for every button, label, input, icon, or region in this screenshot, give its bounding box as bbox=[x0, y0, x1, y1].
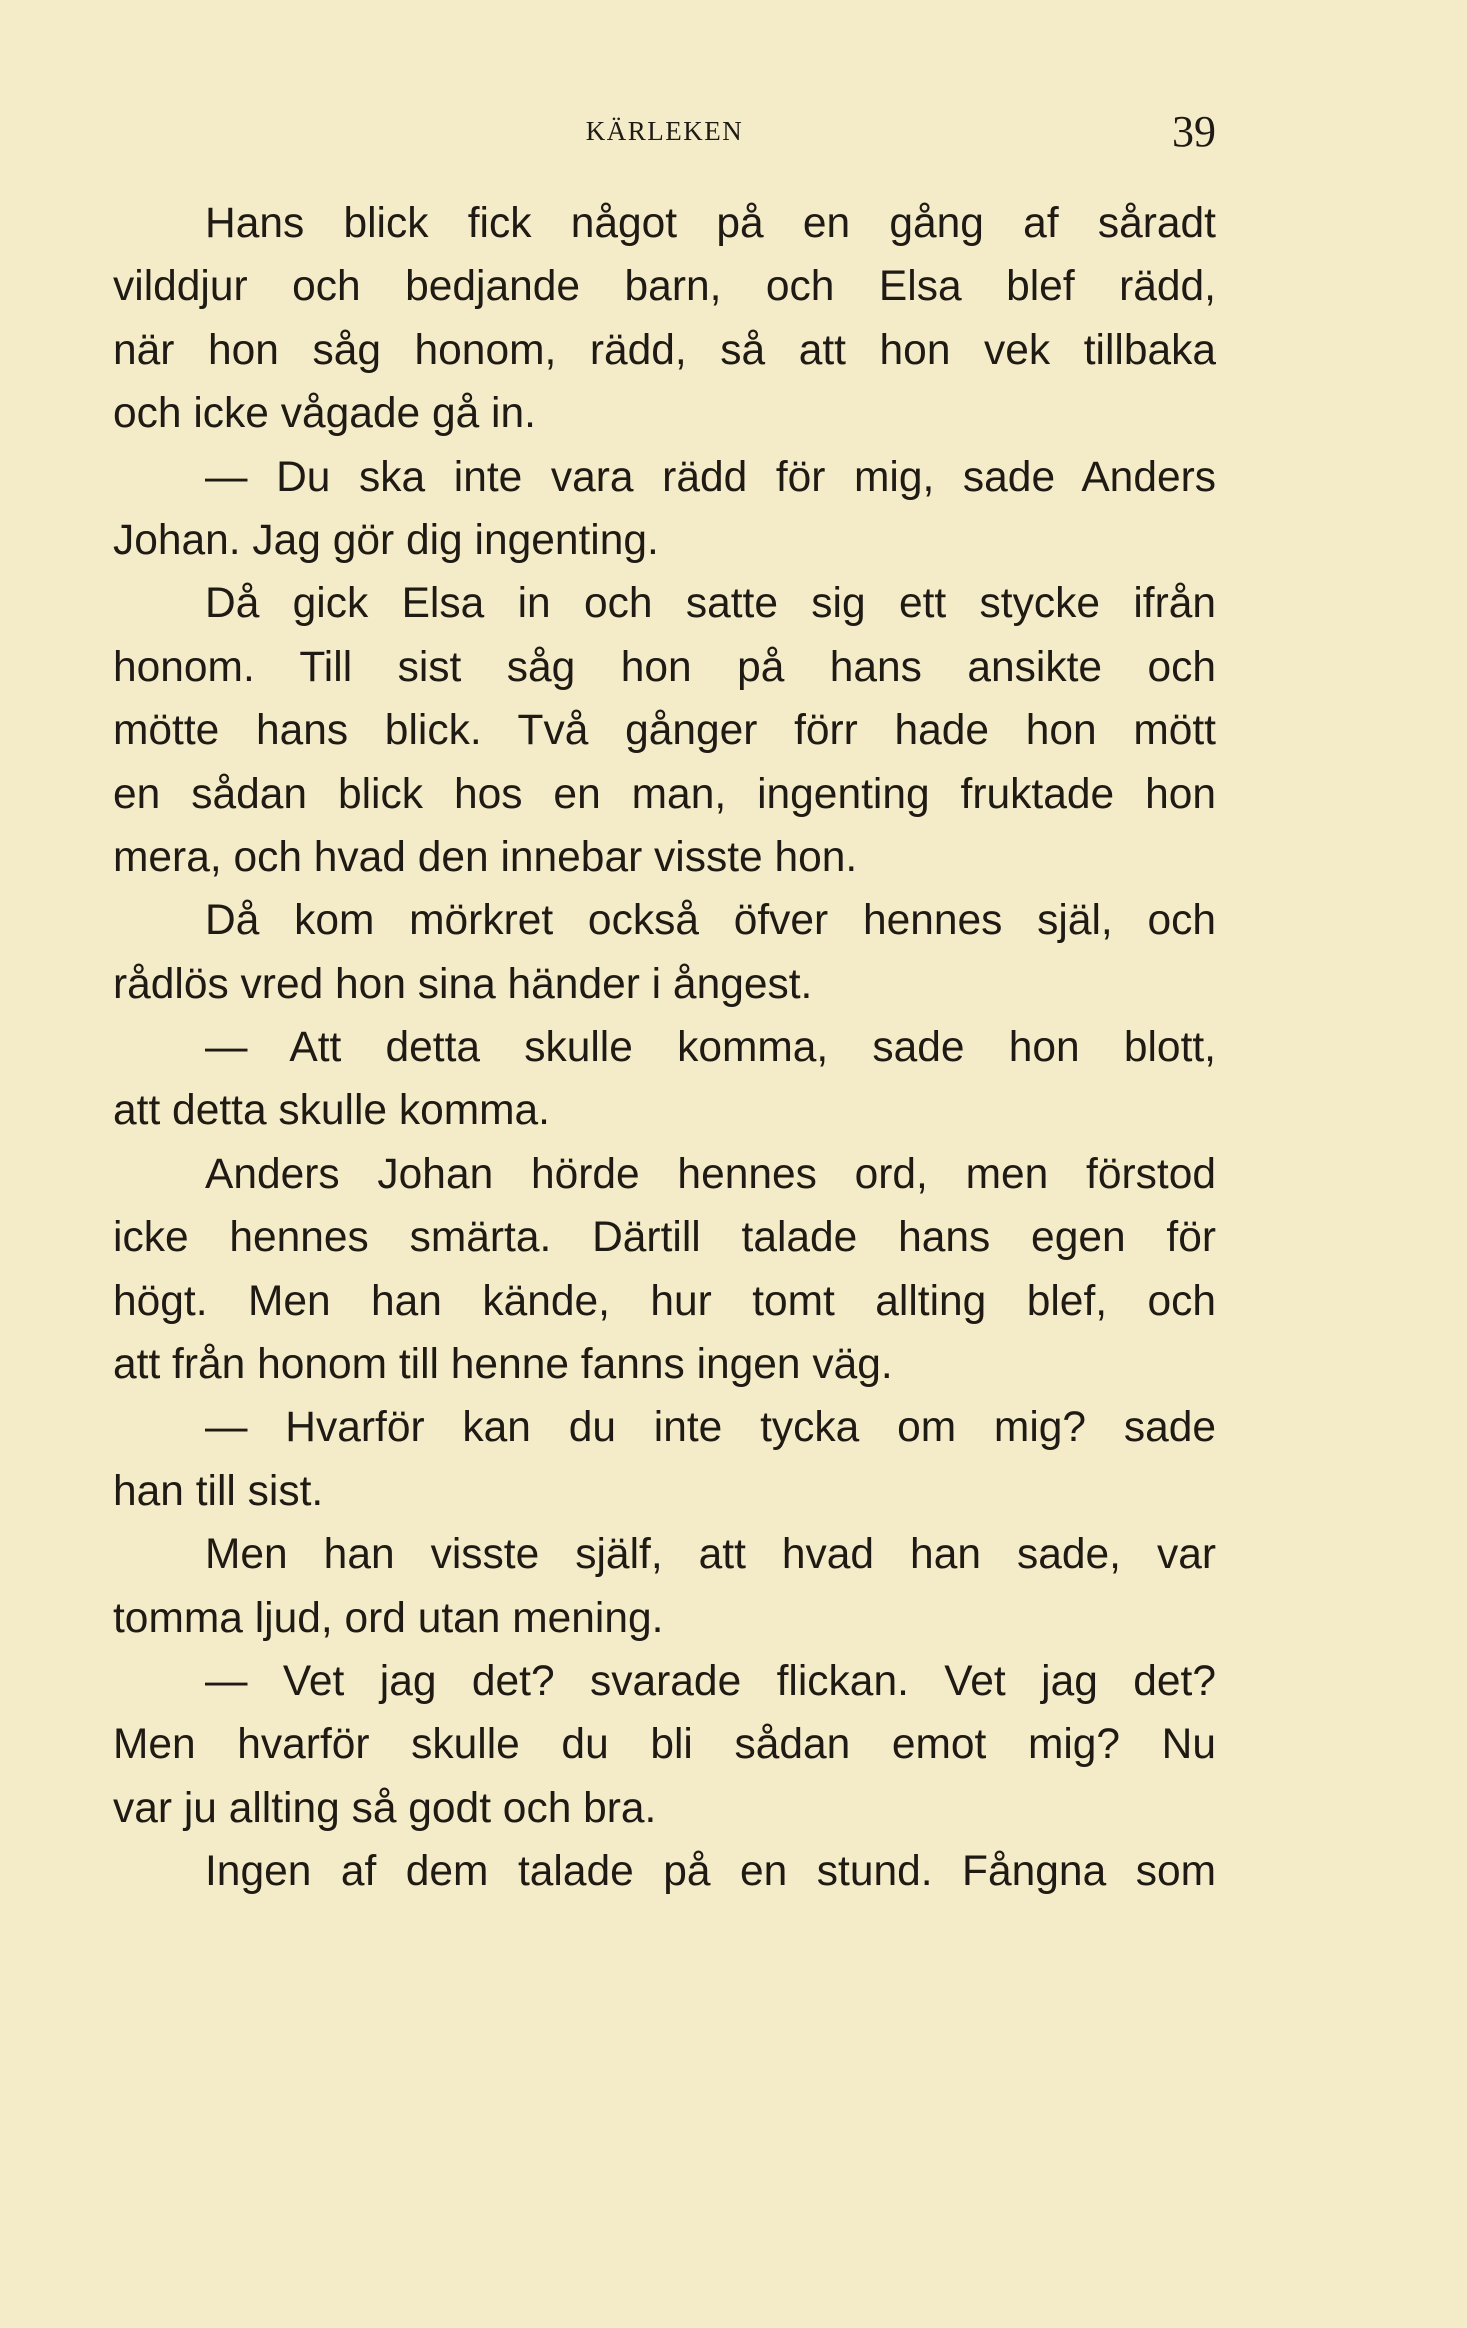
text-line: — Du ska inte vara rädd för mig, sade Anders bbox=[205, 453, 1216, 501]
text-line: högt. Men han kände, hur tomt allting blef, och bbox=[113, 1277, 1216, 1325]
text-line: — Att detta skulle komma, sade hon blott, bbox=[205, 1024, 1216, 1072]
text-line: mötte hans blick. Två gånger förr hade hon mött bbox=[113, 707, 1216, 755]
text-line: Johan. Jag gör dig ingenting. bbox=[113, 516, 659, 564]
text-line: tomma ljud, ord utan mening. bbox=[113, 1594, 664, 1642]
text-line: Då gick Elsa in och satte sig ett stycke ifrån bbox=[205, 580, 1216, 628]
text-line: att från honom till henne fanns ingen väg. bbox=[113, 1341, 893, 1389]
page-number: 39 bbox=[1172, 107, 1216, 156]
text-line: och icke vågade gå in. bbox=[113, 390, 536, 438]
running-title: KÄRLEKEN bbox=[585, 116, 744, 146]
text-line: Hans blick fick något på en gång af såradt bbox=[205, 200, 1216, 247]
text-line: att detta skulle komma. bbox=[113, 1087, 550, 1135]
text-line: honom. Till sist såg hon på hans ansikte och bbox=[113, 643, 1216, 691]
text-line: vilddjur och bedjande barn, och Elsa blef rädd, bbox=[113, 263, 1216, 311]
text-line: mera, och hvad den innebar visste hon. bbox=[113, 833, 858, 881]
text-line: en sådan blick hos en man, ingenting fruktade hon bbox=[113, 770, 1216, 818]
body-text bbox=[113, 192, 1216, 1904]
text-line: var ju allting så godt och bra. bbox=[113, 1784, 657, 1832]
text-line: icke hennes smärta. Därtill talade hans egen för bbox=[113, 1214, 1216, 1262]
text-line: Ingen af dem talade på en stund. Fångna som bbox=[205, 1848, 1216, 1896]
text-line: när hon såg honom, rädd, så att hon vek tillbaka bbox=[113, 326, 1216, 374]
text-line: — Vet jag det? svarade flickan. Vet jag det? bbox=[205, 1657, 1216, 1705]
text-line: Anders Johan hörde hennes ord, men förstod bbox=[205, 1150, 1216, 1198]
text-line: han till sist. bbox=[113, 1467, 324, 1515]
text-line: Då kom mörkret också öfver hennes själ, och bbox=[205, 897, 1216, 945]
text-line: rådlös vred hon sina händer i ångest. bbox=[113, 960, 813, 1008]
text-line: Men hvarför skulle du bli sådan emot mig? Nu bbox=[113, 1721, 1216, 1769]
text-line: Men han visste själf, att hvad han sade, var bbox=[205, 1531, 1216, 1579]
text-line: — Hvarför kan du inte tycka om mig? sade bbox=[205, 1404, 1216, 1452]
running-head bbox=[113, 107, 1216, 162]
